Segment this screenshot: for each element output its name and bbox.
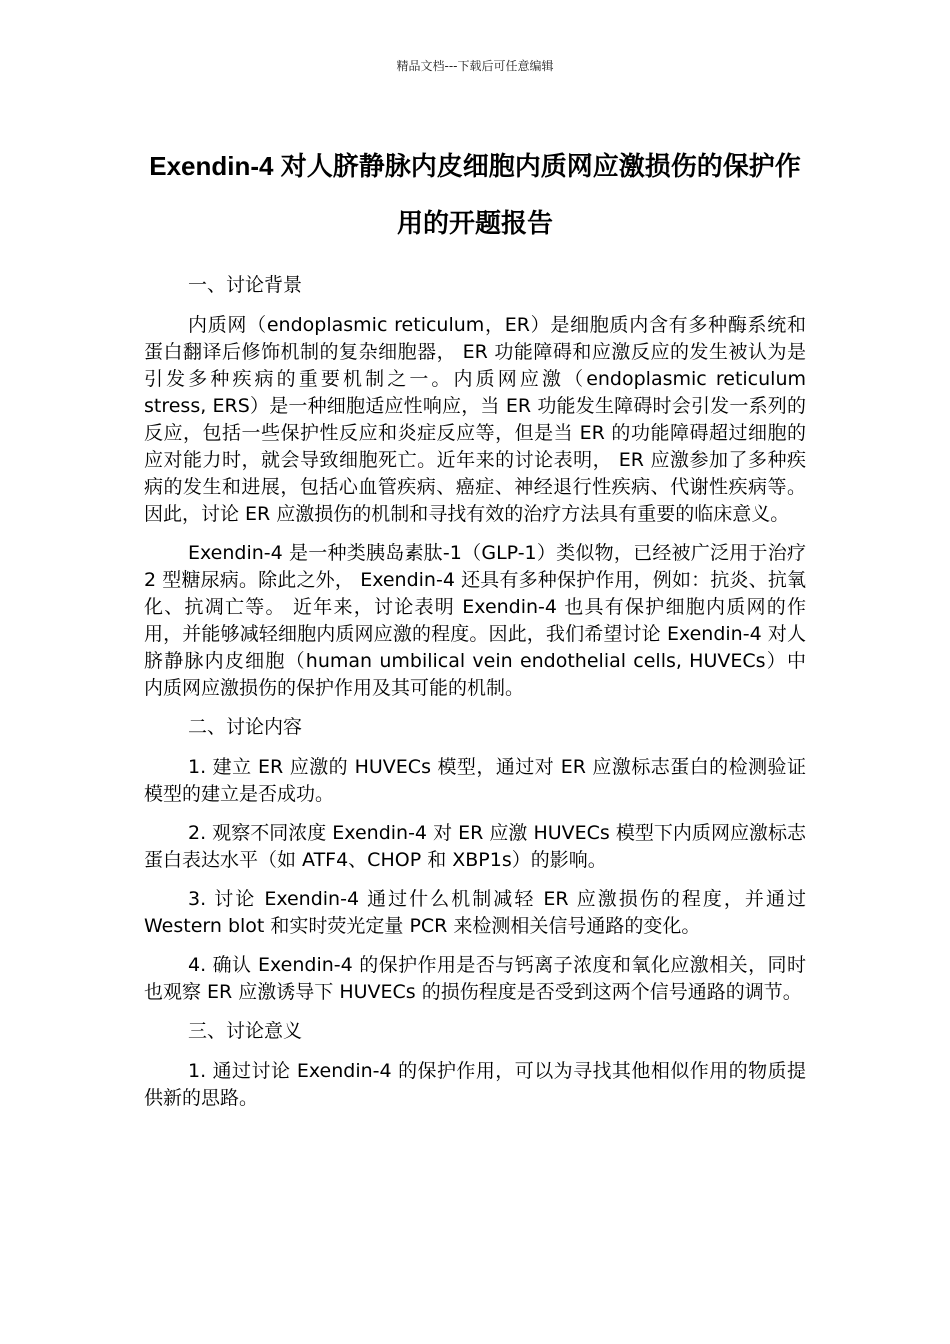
- content-item-3: 3. 讨论 Exendin-4 通过什么机制减轻 ER 应激损伤的程度，并通过 Western blot 和实时荧光定量 PCR 来检测相关信号通路的变化。: [144, 888, 806, 937]
- header-note: 精品文档---下载后可任意编辑: [396, 59, 554, 73]
- content-item-2: 2. 观察不同浓度 Exendin-4 对 ER 应激 HUVECs 模型下内质网应激标志蛋白表达水平（如 ATF4、CHOP 和 XBP1s）的影响。: [144, 822, 806, 871]
- section-heading-content: 二、讨论内容: [188, 716, 303, 738]
- section-heading-significance: 三、讨论意义: [188, 1020, 303, 1042]
- paragraph-exendin-intro: Exendin-4 是一种类胰岛素肽-1（GLP-1）类似物，已经被广泛用于治疗 2 型糖尿病。除此之外， Exendin-4 还具有多种保护作用，例如：抗炎、抗氧化、抗凋亡等。 近年来，讨论表明 Exendin-4 也具有保护细胞内质网的作用，并能够减轻细胞内质网应激的程度。因此，我们希望讨论 Exendin-4 对人脐静脉内皮细胞（human umbilical vein endothelial cells, HUVECs）中内质网应激损伤的保护作用及其可能的机制。: [144, 542, 806, 699]
- document-title: Exendin-4 对人脐静脉内皮细胞内质网应激损伤的保护作用的开题报告: [149, 151, 801, 238]
- paragraph-er-intro: 内质网（endoplasmic reticulum，ER）是细胞质内含有多种酶系统和蛋白翻译后修饰机制的复杂细胞器， ER 功能障碍和应激反应的发生被认为是引发多种疾病的重要机制之一。内质网应激（endoplasmic reticulum stress, ERS）是一种细胞适应性响应，当 ER 功能发生障碍时会引发一系列的反应，包括一些保护性反应和炎症反应等，但是当 ER 的功能障碍超过细胞的应对能力时，就会导致细胞死亡。近年来的讨论表明， ER 应激参加了多种疾病的发生和进展，包括心血管疾病、癌症、神经退行性疾病、代谢性疾病等。因此，讨论 ER 应激损伤的机制和寻找有效的治疗方法具有重要的临床意义。: [144, 314, 806, 525]
- content-item-1: 1. 建立 ER 应激的 HUVECs 模型，通过对 ER 应激标志蛋白的检测验证模型的建立是否成功。: [144, 756, 806, 805]
- significance-item-1: 1. 通过讨论 Exendin-4 的保护作用，可以为寻找其他相似作用的物质提供新的思路。: [144, 1060, 806, 1109]
- document-body: [144, 272, 806, 1124]
- content-item-4: 4. 确认 Exendin-4 的保护作用是否与钙离子浓度和氧化应激相关，同时也观察 ER 应激诱导下 HUVECs 的损伤程度是否受到这两个信号通路的调节。: [144, 954, 806, 1003]
- section-heading-background: 一、讨论背景: [188, 274, 303, 296]
